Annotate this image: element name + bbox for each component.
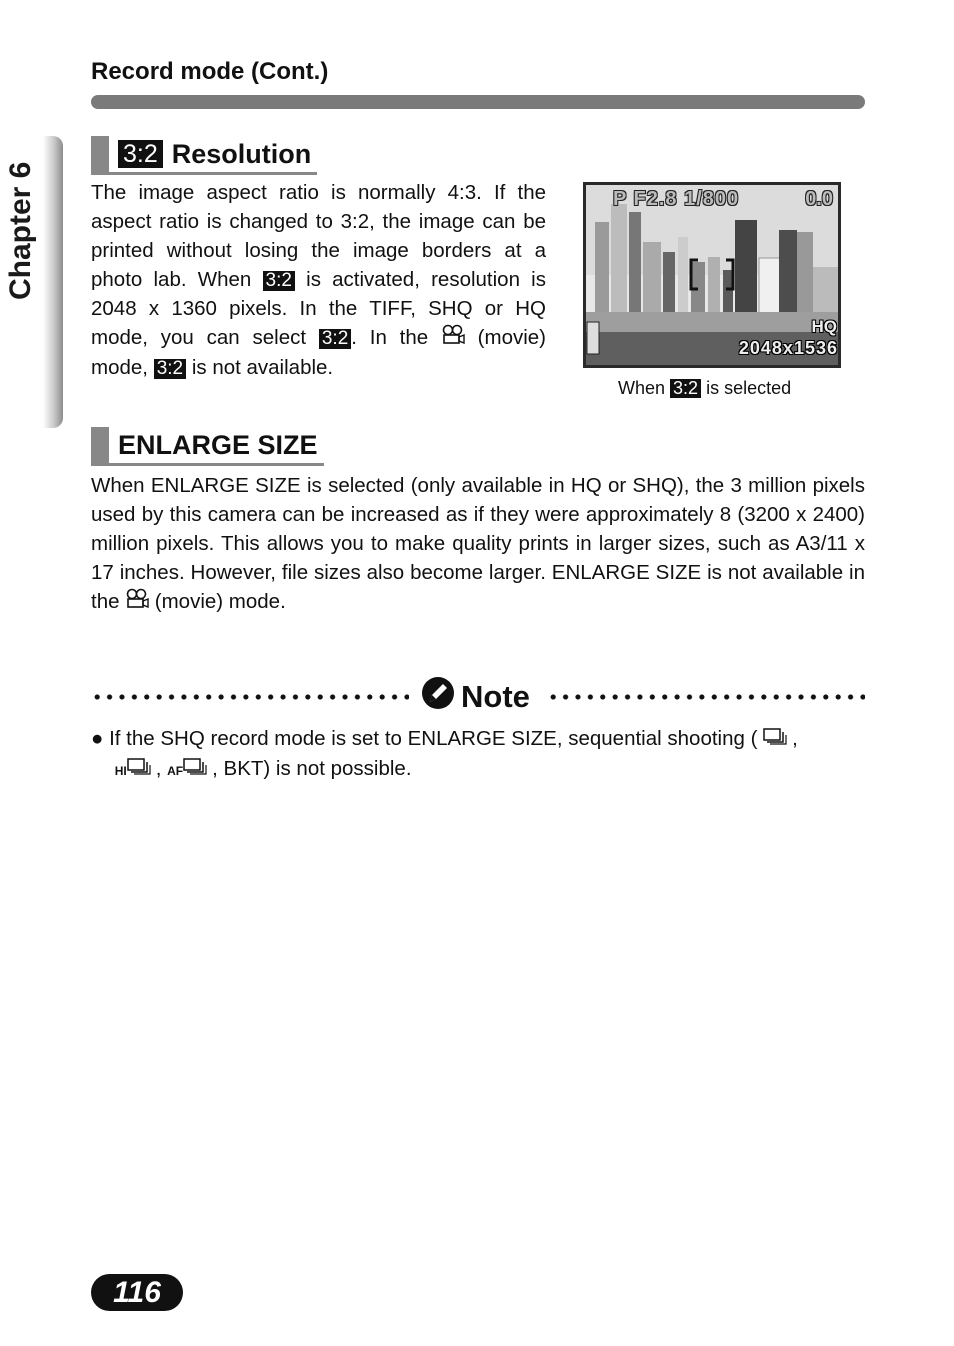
page-number: 116 xyxy=(91,1274,183,1311)
resolution-text-1: The image aspect ratio is normally 4:3. If the aspect ratio is changed to 3:2, the image can be printed without losing the image borders at a photo lab. When xyxy=(91,181,546,291)
resolution-text-4: (movie) mode, xyxy=(91,326,547,379)
aspect-badge-inline: 3:2 xyxy=(154,359,186,379)
note-bullet xyxy=(91,724,865,786)
resolution-heading xyxy=(91,136,317,175)
resolution-text-3: . In the xyxy=(351,326,429,349)
resolution-paragraph xyxy=(91,178,546,382)
header-bar xyxy=(91,95,865,109)
note-dots-right xyxy=(547,694,865,700)
af-sequential-icon xyxy=(167,759,212,779)
enlarge-text-2: (movie) mode. xyxy=(154,590,286,613)
chapter-label: Chapter 6 xyxy=(4,161,37,300)
caption-text: is selected xyxy=(706,378,792,398)
note-text-2: , BKT) is not possible. xyxy=(212,757,412,780)
resolution-text-5: is not available. xyxy=(191,356,334,379)
bullet-icon: ● xyxy=(91,727,104,750)
hi-label: HI xyxy=(114,764,127,778)
lcd-quality: HQ xyxy=(811,317,837,336)
lcd-exposure-readout: P F2.8 1/800 xyxy=(613,188,740,210)
movie-icon xyxy=(125,591,155,613)
note-title: Note xyxy=(461,679,530,714)
enlarge-heading xyxy=(91,427,324,466)
enlarge-text-1: When ENLARGE SIZE is selected (only available in HQ or SHQ), the 3 million pixels used by this camera can be increased as if they were approximately 8 (3200 x 2400) million pixels. This allows you to make quality prints in larger sizes, such as A3/11 x 17 inches. However, file sizes also become larger. ENLARGE SIZE is not available in the xyxy=(91,474,865,613)
enlarge-paragraph xyxy=(91,471,865,617)
aspect-badge-inline: 3:2 xyxy=(263,271,295,291)
note-pencil-icon xyxy=(421,676,455,718)
caption-text: When xyxy=(618,378,666,398)
lcd-ev-readout: 0.0 xyxy=(805,188,833,210)
note-text-1: If the SHQ record mode is set to ENLARGE SIZE, sequential shooting ( xyxy=(109,727,758,750)
aspect-badge-inline: 3:2 xyxy=(319,329,351,349)
note-sep: , xyxy=(155,757,162,780)
note-header xyxy=(91,676,865,718)
resolution-text-2: is activated, resolution is 2048 x 1360 pixels. In the TIFF, SHQ or HQ mode, you can select xyxy=(91,268,546,349)
af-label: AF xyxy=(167,764,184,778)
chapter-tab xyxy=(43,136,63,428)
lcd-caption xyxy=(618,378,791,399)
aspect-badge: 3:2 xyxy=(118,140,163,168)
header-title: Record mode (Cont.) xyxy=(91,58,329,85)
sequential-shooting-icon xyxy=(763,729,792,749)
lcd-resolution: 2048x1536 xyxy=(738,338,838,358)
note-dots-left xyxy=(91,694,409,700)
lcd-preview xyxy=(583,182,841,368)
aspect-badge-inline: 3:2 xyxy=(670,379,701,398)
movie-icon xyxy=(441,327,478,349)
note-title-group xyxy=(421,676,530,718)
note-sep: , xyxy=(792,727,798,750)
resolution-title: Resolution xyxy=(171,138,312,169)
hi-sequential-icon xyxy=(115,759,156,779)
enlarge-title: ENLARGE SIZE xyxy=(118,429,318,460)
